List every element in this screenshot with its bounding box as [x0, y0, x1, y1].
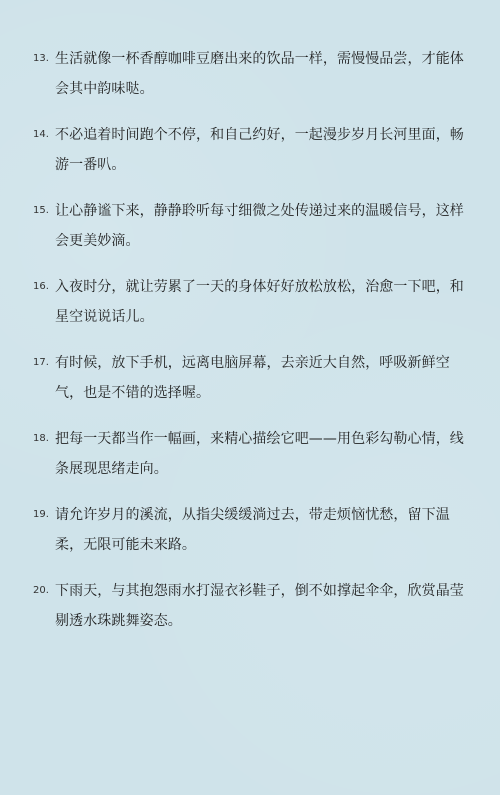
list-item — [33, 348, 470, 408]
list-item — [33, 196, 470, 256]
item-text: 不必追着时间跑个不停，和自己约好，一起漫步岁月长河里面，畅游一番叭。 — [55, 127, 464, 173]
item-number: 17. — [33, 357, 49, 368]
item-text: 有时候，放下手机，远离电脑屏幕，去亲近大自然，呼吸新鲜空气，也是不错的选择喔。 — [55, 355, 450, 401]
list-item — [33, 500, 470, 560]
item-text: 让心静谧下来，静静聆听每寸细微之处传递过来的温暖信号，这样会更美妙滴。 — [55, 203, 464, 249]
item-number: 16. — [33, 281, 49, 292]
list-item — [33, 44, 470, 104]
item-text: 入夜时分，就让劳累了一天的身体好好放松放松，治愈一下吧，和星空说说话儿。 — [55, 279, 464, 325]
item-number: 19. — [33, 509, 49, 520]
item-text: 下雨天，与其抱怨雨水打湿衣衫鞋子，倒不如撑起伞伞，欣赏晶莹剔透水珠跳舞姿态。 — [55, 583, 464, 629]
list-item — [33, 576, 470, 636]
list-item — [33, 120, 470, 180]
item-number: 15. — [33, 205, 49, 216]
item-text: 生活就像一杯香醇咖啡豆磨出来的饮品一样，需慢慢品尝，才能体会其中韵味哒。 — [55, 51, 464, 97]
item-text: 把每一天都当作一幅画，来精心描绘它吧——用色彩勾勒心情，线条展现思绪走向。 — [55, 431, 464, 477]
item-number: 18. — [33, 433, 49, 444]
item-number: 20. — [33, 585, 49, 596]
list-item — [33, 272, 470, 332]
item-number: 13. — [33, 53, 49, 64]
item-number: 14. — [33, 129, 49, 140]
item-text: 请允许岁月的溪流，从指尖缓缓淌过去，带走烦恼忧愁，留下温柔，无限可能未来路。 — [55, 507, 450, 553]
list-item — [33, 424, 470, 484]
